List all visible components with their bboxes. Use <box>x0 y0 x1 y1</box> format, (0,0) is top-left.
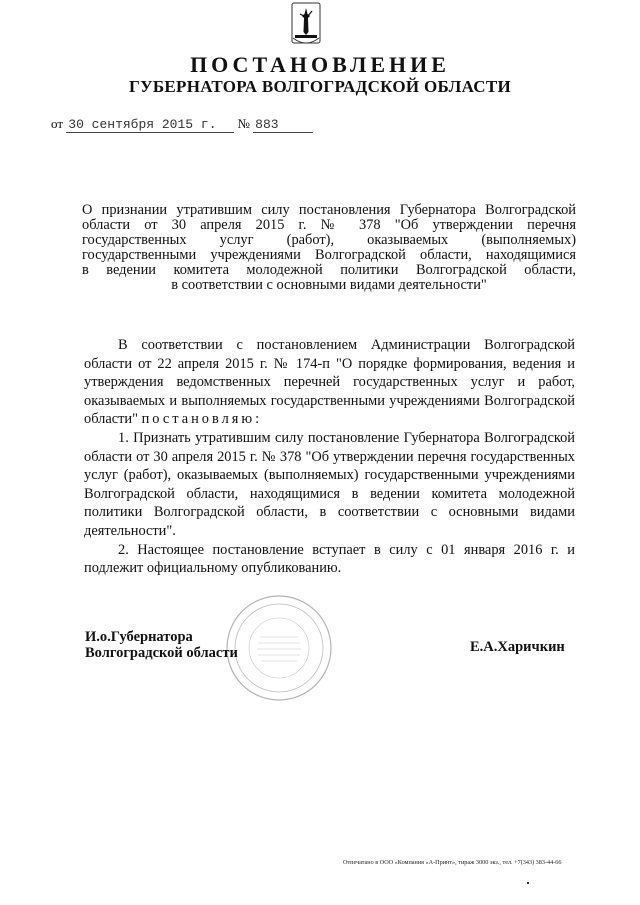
signatory-name: Е.А.Харичкин <box>470 639 565 655</box>
seal-stamp <box>224 593 334 703</box>
paragraph-item-1: 1. Признать утратившим силу постановление Губернатора Волгоградской области от 30 апреля 2015 г. № 378 "Об утверждении перечня государственных услуг (работ), оказываемых (выполняемых) государственными учреждениями Волгоградской области, находящимися в ведении комитета молодежной политики Волгоградской области, в соответствии с основными видами деятельности". <box>84 429 575 539</box>
preamble-text: В соответствии с постановлением Администрации Волгоградской области от 22 апреля 2015 г. № 174-п "О порядке формирования, ведения и утверждения ведомственных перечней государственных услуг и работ, оказываемых и выполняемых государственными учреждениями Волгоградской области" <box>84 337 575 428</box>
subject-line: О признании утратившим силу постановления Губернатора Волгоградской <box>82 202 576 218</box>
scan-speck <box>527 882 529 884</box>
decree-verb: постановляю: <box>141 411 263 428</box>
document-title: ПОСТАНОВЛЕНИЕ <box>190 52 450 77</box>
number-sign: № <box>237 116 250 131</box>
subject-line: в соответствии с основными видами деятельности" <box>171 277 487 293</box>
document-date: 30 сентября 2015 г. <box>66 117 234 133</box>
document-issuer: ГУБЕРНАТОРА ВОЛГОГРАДСКОЙ ОБЛАСТИ <box>128 77 512 96</box>
subject-line: государственными учреждениями Волгоградской области, находящимися <box>82 247 576 263</box>
signatory-position-line: И.о.Губернатора <box>85 629 193 645</box>
dateline <box>51 116 313 133</box>
document-subject <box>82 203 576 293</box>
document-body <box>84 336 575 578</box>
subject-line: в ведении комитета молодежной политики Волгоградской области, <box>82 262 576 278</box>
document-number: 883 <box>253 117 313 133</box>
signatory-position <box>85 629 238 661</box>
paragraph-preamble <box>84 336 575 429</box>
paragraph-item-2: 2. Настоящее постановление вступает в силу с 01 января 2016 г. и подлежит официальному опубликованию. <box>84 541 575 577</box>
signatory-position-line: Волгоградской области <box>85 645 238 661</box>
subject-line: области от 30 апреля 2015 г. № 378 "Об утверждении перечня <box>82 217 576 233</box>
emblem-icon <box>291 2 321 48</box>
date-prefix: от <box>51 116 64 131</box>
printer-note: Отпечатано в ООО «Компания «А-Принт», тираж 3000 экз., тел. +7(343) 383-44-66 <box>343 859 562 866</box>
subject-line: государственных услуг (работ), оказываемых (выполняемых) <box>82 232 576 248</box>
